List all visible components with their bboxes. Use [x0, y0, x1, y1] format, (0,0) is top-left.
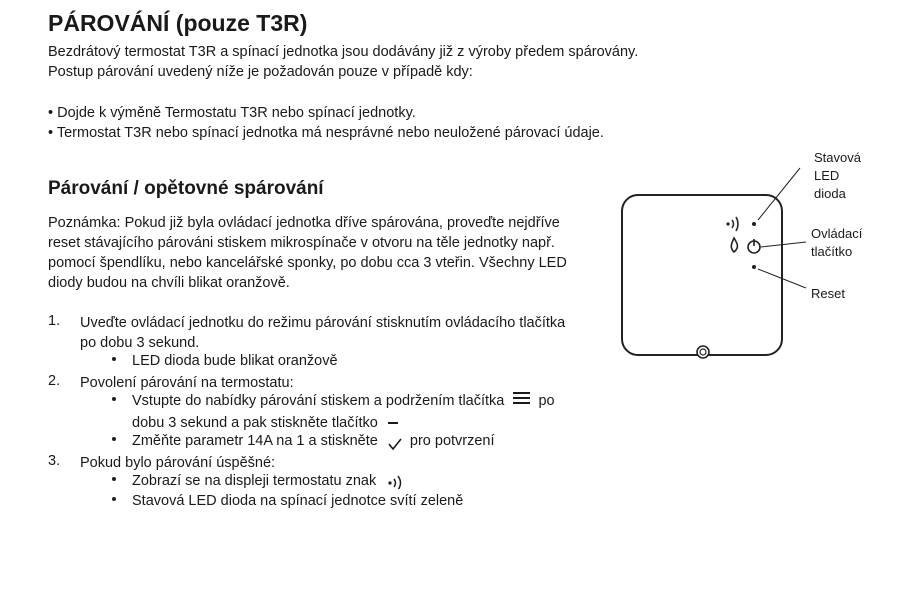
bullet-dot [112, 357, 116, 361]
wireless-signal-icon [386, 473, 408, 489]
receiver-unit-diagram [610, 140, 900, 370]
status-led [752, 222, 756, 226]
step-2-bullet-1-line-2 [132, 413, 400, 433]
note-line-3: pomocí špendlíku, nebo kancelářské sponky, po dobu cca 3 vteřin. Všechny LED [48, 255, 567, 271]
intro-line-2: Postup párování uvedený níže je požadován pouze v případě kdy: [48, 64, 473, 80]
step-2-number: 2. [48, 373, 61, 389]
menu-icon [512, 390, 532, 406]
step-2-bullet-2-text-a: Změňte parametr 14A na 1 a stiskněte [132, 433, 378, 449]
reset-hole [752, 265, 756, 269]
bullet-dot [112, 437, 116, 441]
leader-line-button [761, 242, 806, 247]
section-title: Párování / opětovné spárování [48, 178, 324, 199]
step-1-line-1: Uveďte ovládací jednotku do režimu párování stisknutím ovládacího tlačítka [80, 315, 566, 331]
step-1-number: 1. [48, 313, 61, 329]
power-button-icon [748, 239, 760, 253]
step-3-bullet-1 [112, 473, 408, 489]
step-2-line-1: Povolení párování na termostatu: [80, 375, 294, 391]
label-reset: Reset [811, 286, 845, 301]
step-2-bullet-1-text-a: Vstupte do nabídky párování stiskem a podržením tlačítka [132, 393, 505, 409]
note-line-1: Poznámka: Pokud již byla ovládací jednotka dříve spárována, proveďte nejdříve [48, 215, 560, 231]
step-2-bullet-2-text-b: pro potvrzení [409, 433, 495, 449]
label-status-led-1: Stavová [814, 150, 861, 165]
step-1-line-2: po dobu 3 sekund. [80, 335, 200, 351]
bullet-dot [112, 477, 116, 481]
bullet-dot [112, 397, 116, 401]
note-line-4: diody budou na chvíli blikat oranžově. [48, 275, 290, 291]
label-status-led-3: dioda [814, 186, 846, 201]
step-1-bullet-1 [112, 353, 338, 369]
step-3-bullet-1-text: Zobrazí se na displeji termostatu znak [132, 473, 377, 489]
flame-icon [731, 238, 737, 252]
intro-line-1: Bezdrátový termostat T3R a spínací jednotka jsou dodávány již z výroby předem spárovány. [48, 44, 639, 60]
step-2-bullet-1-text-b: po [538, 393, 555, 409]
step-3-line-1: Pokud bylo párování úspěšné: [80, 455, 276, 471]
step-3-number: 3. [48, 453, 61, 469]
step-1-bullet-1-text: LED dioda bude blikat oranžově [132, 353, 338, 369]
bullet-dot [112, 497, 116, 501]
unit-wireless-icon [726, 217, 738, 231]
condition-item-1: • Dojde k výměně Termostatu T3R nebo spínací jednotky. [48, 105, 416, 121]
page-title: PÁROVÁNÍ (pouze T3R) [48, 10, 308, 36]
minus-icon [386, 418, 400, 428]
step-2-bullet-1 [112, 393, 555, 409]
note-line-2: reset stávajícího párováni stiskem mikrospínače v otvoru na těle jednotky např. [48, 235, 555, 251]
step-2-bullet-1-line-2-text: dobu 3 sekund a pak stiskněte tlačítko [132, 415, 378, 431]
label-status-led-2: LED [814, 168, 840, 183]
label-control-button-2: tlačítko [811, 244, 853, 259]
receiver-unit-body [622, 195, 782, 355]
condition-item-2: • Termostat T3R nebo spínací jednotka má nesprávné nebo neuložené párovací údaje. [48, 125, 604, 141]
label-control-button-1: Ovládací [811, 226, 863, 241]
step-2-bullet-2 [112, 433, 495, 449]
step-3-bullet-2 [112, 493, 463, 509]
step-3-bullet-2-text: Stavová LED dioda na spínací jednotce svítí zeleně [132, 493, 464, 509]
bottom-connector [697, 346, 709, 358]
checkmark-icon [386, 436, 404, 452]
